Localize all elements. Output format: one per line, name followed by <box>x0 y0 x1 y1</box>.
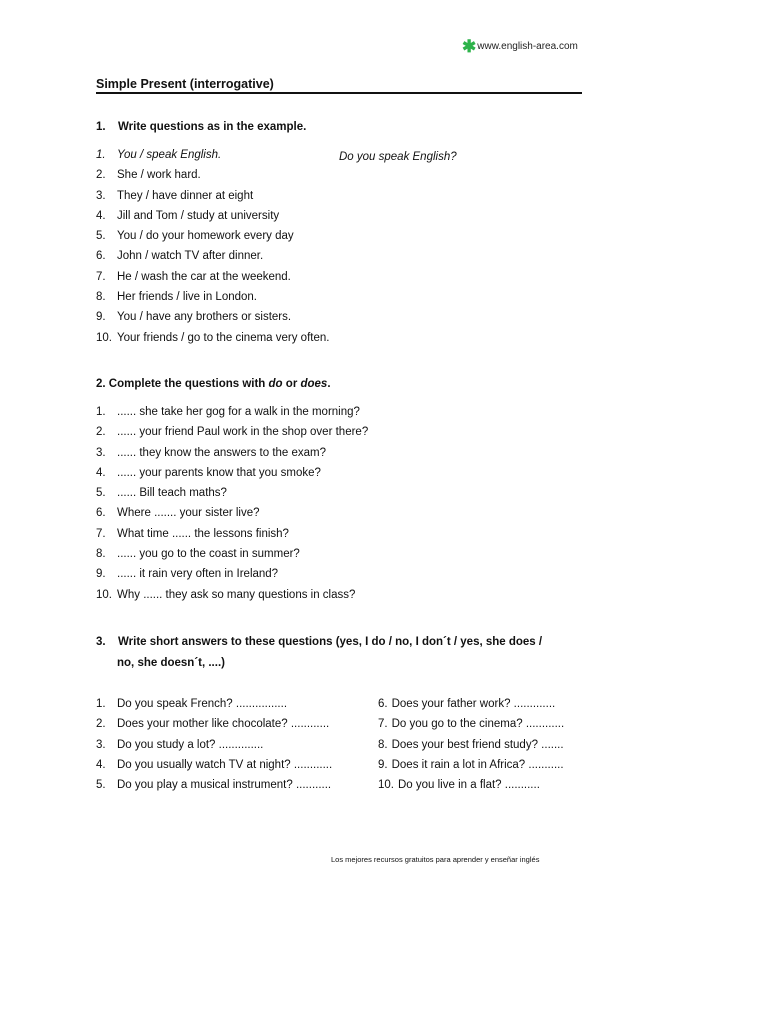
list-item: 7. What time ...... the lessons finish? <box>96 527 289 540</box>
section3-heading <box>96 632 586 674</box>
list-item: 5. You / do your homework every day <box>96 230 294 243</box>
section3-number: 3. <box>96 636 106 648</box>
site-url: www.english-area.com <box>477 41 578 52</box>
list-item: 4. Do you usually watch TV at night? ............ <box>96 758 333 771</box>
list-item: 3. They / have dinner at eight <box>96 189 254 202</box>
list-item: 4. Jill and Tom / study at university <box>96 209 280 222</box>
section3-heading-line2: no, she doesn´t, ....) <box>117 657 225 669</box>
page-title: Simple Present (interrogative) <box>96 77 274 91</box>
list-item: 5. Do you play a musical instrument? ........... <box>96 779 332 792</box>
list-item: 9. Does it rain a lot in Africa? ........... <box>378 758 564 771</box>
section1-list <box>96 145 329 348</box>
list-item: 9. You / have any brothers or sisters. <box>96 311 292 324</box>
footer-tagline: Los mejores recursos gratuitos para aprender y enseñar inglés <box>331 855 540 864</box>
keyword-does: does <box>300 378 328 390</box>
example-answer: Do you speak English? <box>339 151 457 163</box>
list-item: 4. ...... your parents know that you smoke? <box>96 466 321 479</box>
asterisk-icon: ✱ <box>462 37 477 56</box>
section2-list <box>96 402 368 605</box>
list-item: 3. ...... they know the answers to the exam? <box>96 446 327 459</box>
section2-number: 2. <box>96 378 106 390</box>
list-item: 5. ...... Bill teach maths? <box>96 487 227 500</box>
list-item: 8. Does your best friend study? ....... <box>378 738 564 751</box>
section3-heading-line1: 3. Write short answers to these questions (yes, I do / no, I don´t / yes, she does / <box>96 632 586 653</box>
section3-left-list <box>96 694 332 795</box>
list-item: 8. Her friends / live in London. <box>96 291 257 304</box>
list-item: 1. You / speak English. <box>96 149 222 161</box>
list-item: 2. She / work hard. <box>96 169 201 182</box>
list-item: 1. Do you speak French? ................ <box>96 698 288 710</box>
section1-heading <box>96 117 586 138</box>
keyword-do: do <box>268 378 283 390</box>
example-prompt: You / speak English. <box>117 149 222 161</box>
list-item: 8. ...... you go to the coast in summer? <box>96 548 300 561</box>
list-item: 6. John / watch TV after dinner. <box>96 250 264 263</box>
list-item: 7. He / wash the car at the weekend. <box>96 270 291 283</box>
section3-right-list <box>378 694 564 795</box>
title-divider <box>96 92 582 94</box>
list-item: 1. ...... she take her gog for a walk in the morning? <box>96 406 360 418</box>
list-item: 2. Does your mother like chocolate? ............ <box>96 718 330 731</box>
list-item: 6. Does your father work? ............. <box>378 698 556 710</box>
list-item: 10. Do you live in a flat? ........... <box>378 779 540 792</box>
site-brand <box>462 37 578 57</box>
section1-heading-text: Write questions as in the example. <box>118 121 307 133</box>
list-item: 10. Why ...... they ask so many questions in class? <box>96 588 356 601</box>
list-item: 2. ...... your friend Paul work in the shop over there? <box>96 426 369 439</box>
list-item: 6. Where ....... your sister live? <box>96 507 260 520</box>
list-item: 3. Do you study a lot? .............. <box>96 738 264 751</box>
list-item: 7. Do you go to the cinema? ............ <box>378 718 565 731</box>
list-item: 9. ...... it rain very often in Ireland? <box>96 568 279 581</box>
section2-heading: 2. Complete the questions with do or does. <box>96 378 331 390</box>
list-item: 10. Your friends / go to the cinema very often. <box>96 331 330 344</box>
section1-number: 1. <box>96 121 106 133</box>
